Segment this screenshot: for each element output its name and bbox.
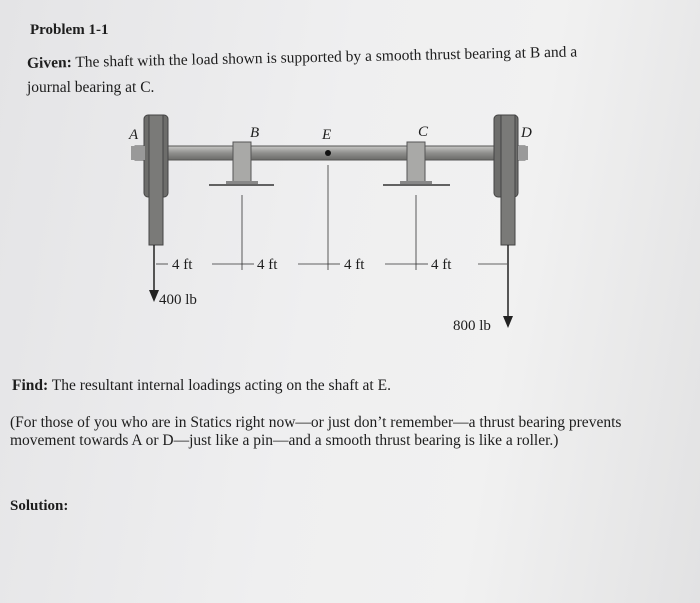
given-line-2: journal bearing at C. xyxy=(27,79,155,96)
extension-lines xyxy=(242,165,416,270)
given-label: Given: xyxy=(26,54,72,72)
load-right-label: 800 lb xyxy=(453,318,491,334)
load-arrow-right xyxy=(503,245,513,328)
find-label: Find: xyxy=(12,377,49,394)
dimension-ec: 4 ft xyxy=(344,257,365,273)
label-d: D xyxy=(521,125,532,141)
label-c: C xyxy=(418,124,429,140)
dimension-ab: 4 ft xyxy=(172,257,193,273)
dimension-be: 4 ft xyxy=(257,257,278,273)
solution-label: Solution: xyxy=(10,498,69,514)
load-left-label: 400 lb xyxy=(159,292,197,308)
given-text: The shaft with the load shown is supported by a smooth thrust bearing at B and a xyxy=(71,43,578,72)
find-text: The resultant internal loadings acting on the shaft at E. xyxy=(48,377,391,394)
label-b: B xyxy=(250,125,260,141)
note-paragraph: (For those of you who are in Statics right now—or just don’t remember—a thrust bearing prevents movement towards A or D—just like a pin—and a smooth thrust bearing is like a roller.) xyxy=(10,414,622,449)
label-a: A xyxy=(129,127,139,143)
problem-title: Problem 1-1 xyxy=(30,22,109,38)
point-e xyxy=(325,150,331,156)
dimension-cd: 4 ft xyxy=(431,257,452,273)
find-line xyxy=(12,377,391,395)
load-arrow-left xyxy=(149,245,159,302)
label-e: E xyxy=(322,127,332,143)
